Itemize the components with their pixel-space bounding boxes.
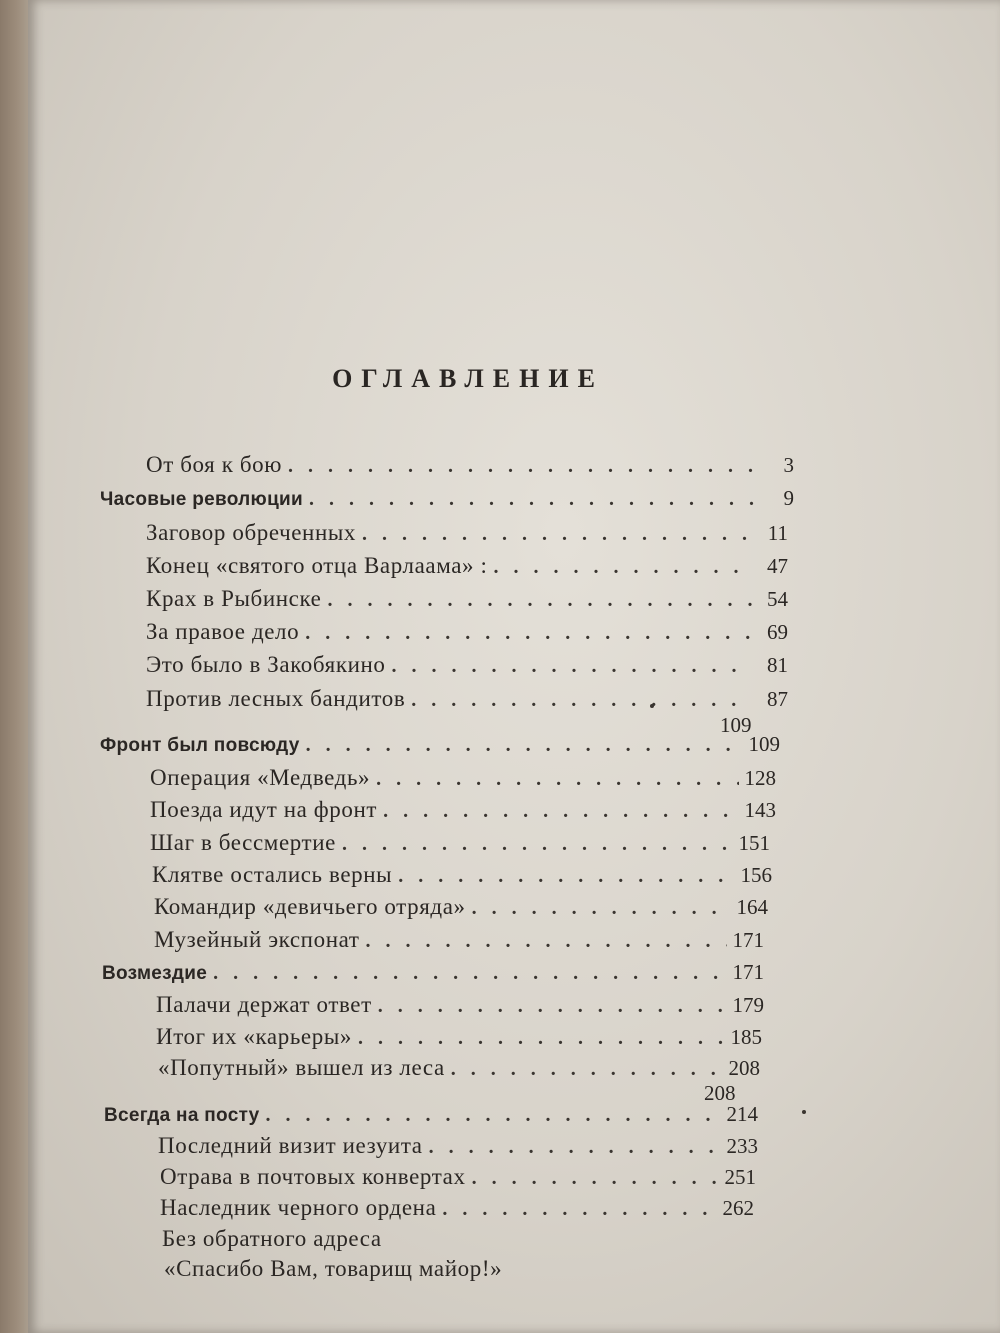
toc-entry-title: Конец «святого отца Варлаама» : <box>146 553 488 578</box>
dot-leader <box>376 768 738 791</box>
toc-entry <box>152 862 772 894</box>
toc-entry-title: Последний визит иезуита <box>158 1133 423 1158</box>
dot-leader <box>429 1136 721 1159</box>
toc-entry-page: 156 <box>740 863 772 887</box>
page-title: ОГЛАВЛЕНИЕ <box>332 364 604 393</box>
toc-entry-page: 47 <box>767 554 788 578</box>
toc-entry-title: Наследник черного ордена <box>160 1195 437 1220</box>
toc-entry-page: 54 <box>767 587 788 611</box>
toc-entry-title: Операция «Медведь» <box>150 765 371 790</box>
dot-leader <box>383 800 738 823</box>
dot-leader <box>342 833 733 856</box>
stray-dot <box>802 1110 806 1114</box>
dot-leader <box>451 1058 723 1081</box>
toc-entry <box>160 1195 754 1227</box>
toc-entry-title: Это было в Закобякино <box>146 652 386 677</box>
dot-leader <box>493 556 752 579</box>
toc-entry <box>146 586 788 618</box>
toc-entry-title: Клятве остались верны <box>152 862 393 887</box>
dot-leader <box>362 523 752 546</box>
toc-entry-title: «Попутный» вышел из леса <box>158 1055 445 1080</box>
toc-entry-page: 3 <box>783 453 794 477</box>
toc-entry-page: 179 <box>732 993 764 1017</box>
toc-entry <box>146 652 788 684</box>
toc-entry-title: Поезда идут на фронт <box>150 797 378 822</box>
dot-leader <box>266 1104 721 1127</box>
toc-entry <box>164 1256 684 1288</box>
dot-leader <box>309 488 758 511</box>
dot-leader <box>288 455 758 478</box>
dot-leader <box>358 1027 725 1050</box>
toc-section <box>100 732 780 764</box>
toc-entry-page: 171 <box>732 928 764 952</box>
toc-entry-page: 164 <box>736 895 768 919</box>
dot-leader <box>442 1198 716 1221</box>
toc-entry <box>146 553 788 585</box>
toc-entry-page: 208 <box>728 1056 760 1080</box>
toc-entry-page: 185 <box>730 1025 762 1049</box>
toc-entry-page: 214 <box>726 1102 758 1126</box>
toc-entry-page: 151 <box>738 831 770 855</box>
toc-entry-page: 9 <box>783 486 794 510</box>
toc-entry <box>146 619 788 651</box>
toc-entry <box>158 1055 760 1087</box>
dot-leader <box>213 962 726 985</box>
toc-entry <box>162 1226 682 1258</box>
toc-entry <box>156 1024 762 1056</box>
toc-entry <box>158 1133 758 1165</box>
toc-entry-page: 233 <box>726 1134 758 1158</box>
toc-entry <box>160 1164 756 1196</box>
toc-entry <box>150 765 776 797</box>
toc-entry-page: 109 <box>720 713 752 737</box>
toc-entry <box>154 927 764 959</box>
toc-entry <box>146 520 788 552</box>
toc-entry-page: 128 <box>744 766 776 790</box>
toc-section-title: Возмездие <box>102 963 208 984</box>
toc-entry <box>150 830 770 862</box>
toc-entry-page: 251 <box>724 1165 756 1189</box>
dot-leader <box>378 995 727 1018</box>
toc-entry-page: 87 <box>767 687 788 711</box>
dot-leader <box>306 734 743 757</box>
toc-entry-title: От боя к бою <box>146 452 283 477</box>
toc-entry <box>150 797 776 829</box>
dot-leader <box>472 897 731 920</box>
toc-entry-title: Музейный экспонат <box>154 927 360 952</box>
dot-leader <box>392 655 752 678</box>
toc-entry-title: Отрава в почтовых конвертах <box>160 1164 466 1189</box>
toc-entry-page: 11 <box>767 521 788 545</box>
toc-entry <box>156 992 764 1024</box>
dot-leader <box>411 689 752 712</box>
toc-entry-title: Командир «девичьего отряда» <box>154 894 466 919</box>
toc-entry-page: 81 <box>767 653 788 677</box>
toc-entry-title: Палачи держат ответ <box>156 992 372 1017</box>
toc-entry-title: Против лесных бандитов <box>146 686 406 711</box>
toc-entry-title: Заговор обреченных <box>146 520 357 545</box>
stray-dot <box>650 704 654 708</box>
dot-leader <box>398 865 734 888</box>
toc-entry <box>146 686 788 718</box>
toc-entry-title: Без обратного адреса <box>162 1226 382 1251</box>
toc-entry-title: За правое дело <box>146 619 300 644</box>
dot-leader <box>328 589 753 612</box>
toc-section-title: Фронт был повсюду <box>100 735 300 756</box>
toc-section-title: Часовые революции <box>100 489 304 510</box>
toc-entry-page: 109 <box>748 732 780 756</box>
toc-entry-page: 208 <box>704 1081 736 1105</box>
dot-leader <box>472 1167 719 1190</box>
toc-entry-page: 69 <box>767 620 788 644</box>
toc-entry-page: 171 <box>732 960 764 984</box>
toc-section <box>100 486 794 518</box>
toc-entry-title: Итог их «карьеры» <box>156 1024 352 1049</box>
toc-entry-title: «Спасибо Вам, товарищ майор!» <box>164 1256 503 1281</box>
toc-entry-title: Шаг в бессмертие <box>150 830 336 855</box>
dot-leader <box>365 930 726 953</box>
toc-section-title: Всегда на посту <box>104 1105 260 1126</box>
toc-section <box>102 960 764 992</box>
toc-entry-title: Крах в Рыбинске <box>146 586 322 611</box>
toc-entry <box>146 452 794 484</box>
toc-entry-page: 262 <box>722 1196 754 1220</box>
dot-leader <box>305 622 752 645</box>
toc-section <box>104 1102 758 1134</box>
toc-entry <box>154 894 768 926</box>
toc-entry-page: 143 <box>744 798 776 822</box>
